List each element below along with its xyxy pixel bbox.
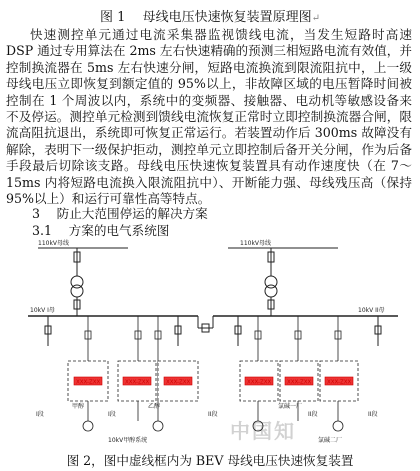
paragraph-mark: ↵ (311, 13, 320, 24)
device-label: XXX-ZXX (327, 379, 352, 386)
device-label: XXX-ZXX (287, 379, 312, 386)
section-heading-3: 3 防止大范围停运的解决方案 (32, 206, 208, 221)
figure-2-caption: 图 2，图中虚线框内为 BEV 母线电压快速恢复装置 (66, 453, 354, 468)
bus-110kv-label: 110kV母线 (38, 240, 70, 247)
load-label: 乙醇 (148, 403, 161, 410)
motor-icon (333, 421, 343, 431)
device-label: XXX-ZXX (166, 379, 191, 386)
load-label: 氯碱一厂 (278, 403, 303, 410)
feeder-label: II段 (308, 411, 318, 418)
feeder-label: I段 (108, 411, 116, 418)
device-label: XXX-ZXX (125, 379, 150, 386)
electrical-system-diagram (8, 236, 412, 448)
feeder-label: II段 (208, 411, 218, 418)
feeder-label: I段 (36, 411, 44, 418)
motor-icon (83, 421, 93, 431)
bus-110kv-label-right: 110kV母线 (240, 240, 272, 247)
device-label: XXX-ZXX (76, 379, 101, 386)
bus-10kv-i-label: 10kV I母 (30, 307, 55, 314)
body-paragraph: 快速测控单元通过电流采集器监视馈线电流，当发生短路时高速 DSP 通过专用算法在 2ms 左右快速精确的预测三相短路电流有效值，并控制换流器在 5ms 左右快速分闸，短路电流换流到限流阻抗中，上一级母线电压立即恢复到额定值的 95%以上，非故障区域的电压暂降时间被控制在 1 个周波以内，系统中的变频器、接触器、电动机等敏感设备来不及停运。测控单元检测到馈线电流恢复正常时立即控制换流器合闸，限流高阻抗退出，系统即可恢复正常运行。若装置动作后 300ms 故障没有解除，表明下一级保护拒动，测控单元立即控制后备开关分闸，作为后备手段最后切除该支路。母线电压快速恢复装置具有动作速度快（在 7～15ms 内将短路电流换入限流阻抗中）、开断能力强、母线残压高（保持 95%以上）和运行可靠性高等特点。 (6, 27, 412, 207)
bus-10kv-ii-label: 10kV II母 (358, 307, 385, 314)
motor-icon (153, 421, 163, 431)
figure-1-title (0, 6, 420, 25)
load-label: 甲醇 (72, 403, 85, 410)
section-heading-3-1: 3.1 方案的电气系统图 (32, 223, 170, 238)
feeder-label: II段 (368, 411, 378, 418)
load-label: 氯碱二厂 (318, 437, 343, 444)
figure-1-title-text: 图 1 母线电压快速恢复装置原理图 (100, 10, 312, 25)
watermark: 中国知 (230, 419, 296, 443)
device-label: XXX-ZXX (247, 379, 272, 386)
load-label: 10kV甲醇系统 (108, 437, 148, 444)
